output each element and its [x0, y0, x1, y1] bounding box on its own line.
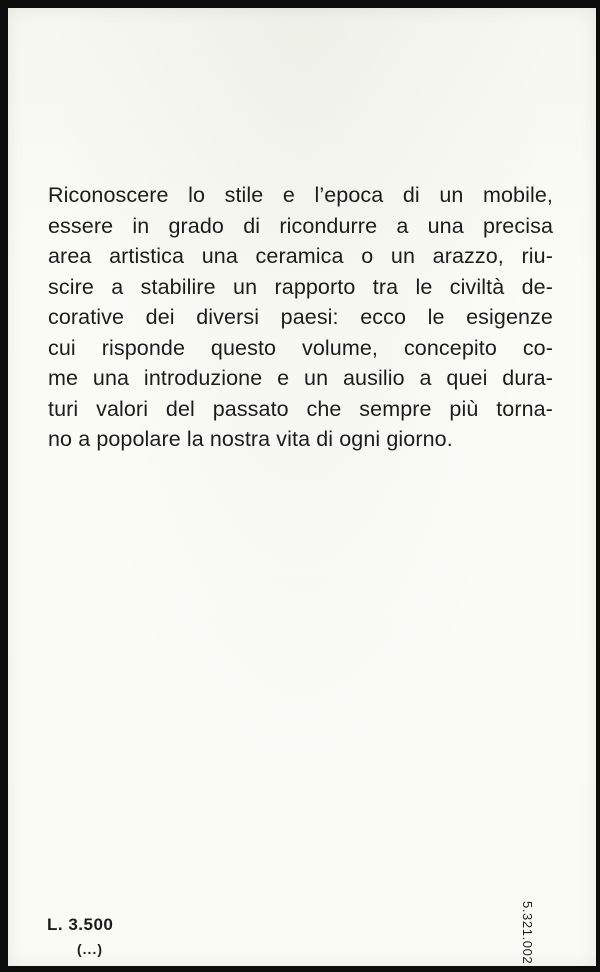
catalog-code: 5.321.002: [520, 901, 535, 965]
blurb-line-3: area artistica una ceramica o un arazzo, riu-: [48, 244, 553, 268]
blurb-line-8: turi valori del passato che sempre più torna-: [48, 396, 553, 421]
blurb-line-1: Riconoscere lo stile e l’epoca di un mobile,: [48, 183, 553, 207]
book-back-cover: [8, 8, 596, 966]
blurb-line-4: scire a stabilire un rapporto tra le civiltà de-: [48, 274, 553, 299]
blurb-line-2: essere in grado di ricondurre a una precisa: [48, 213, 553, 238]
blurb-line-6: cui risponde questo volume, concepito co-: [48, 335, 553, 360]
cover-blurb: [48, 180, 553, 455]
blurb-line-7: me una introduzione e un ausilio a quei dura-: [48, 366, 553, 390]
blurb-line-9: no a popolare la nostra vita di ogni giorno.: [48, 427, 453, 451]
price-note: (...): [77, 941, 103, 957]
blurb-line-5: corative dei diversi paesi: ecco le esigenze: [48, 305, 553, 329]
price-label: L. 3.500: [47, 915, 114, 934]
